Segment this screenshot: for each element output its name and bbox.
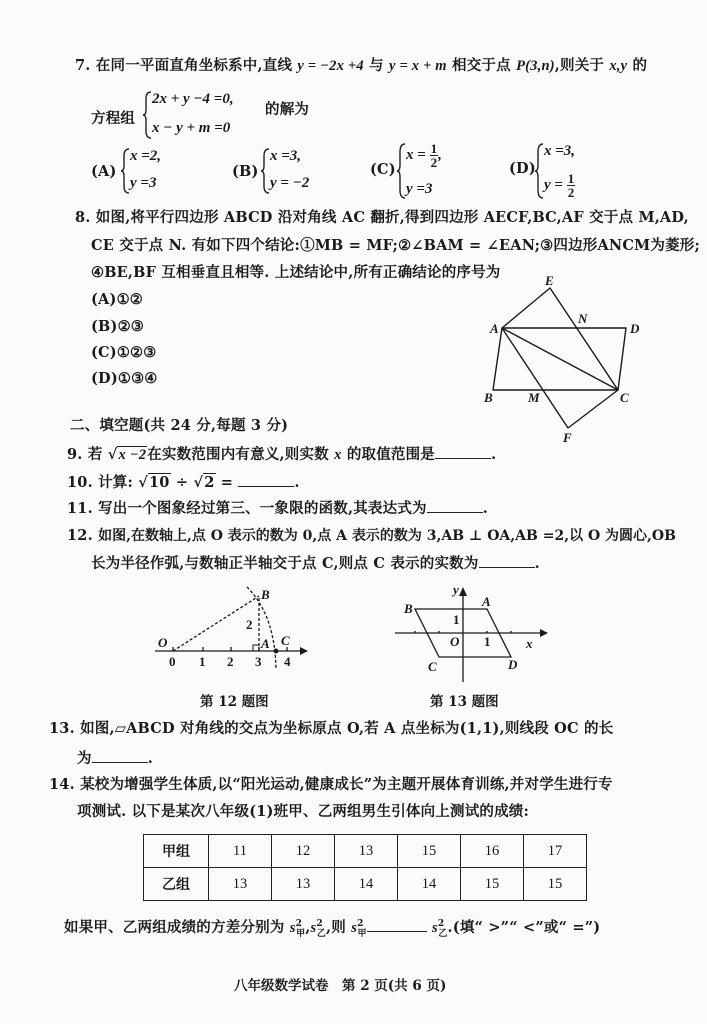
label-f: F — [563, 430, 572, 445]
label-a: A — [261, 636, 270, 651]
tick-0: 0 — [169, 654, 176, 669]
q8-option-a: (A)①② — [91, 291, 143, 308]
table-cell: 17 — [524, 835, 587, 868]
group-label: 乙组 — [144, 868, 209, 901]
label-m: M — [528, 390, 540, 405]
q7-eq1: 2x + y −4 =0, — [152, 91, 234, 107]
sqrt-icon: √ — [193, 474, 204, 491]
q13-line1: 13. 如图,▱ABCD 对角线的交点为坐标原点 O,若 A 点坐标为(1,1),则线段 OC 的长 — [49, 720, 614, 737]
right-angle-mark — [253, 645, 259, 651]
q8-option-d: (D)①③④ — [91, 370, 158, 387]
label-one-x: 1 — [484, 634, 491, 649]
segment-aecf — [502, 288, 618, 428]
q8-option-b: (B)②③ — [91, 318, 144, 335]
q7-number: 7. — [75, 57, 91, 74]
q7-option-a-label: (A) — [91, 163, 117, 180]
table-cell: 14 — [335, 868, 398, 901]
q7-system-brace-icon — [142, 91, 152, 139]
q7-option-a-brace-icon — [120, 148, 130, 194]
q7-option-b-row2: y = −2 — [270, 175, 310, 191]
answer-blank[interactable] — [92, 748, 148, 763]
label-e: E — [545, 273, 554, 288]
tick-3: 3 — [255, 654, 262, 669]
table-cell: 15 — [524, 868, 587, 901]
label-d: D — [630, 321, 640, 336]
q8-number: 8. — [75, 209, 91, 226]
q7-option-c-brace-icon — [396, 143, 406, 199]
q8-line3: ④BE,BF 互相垂直且相等. 上述结论中,所有正确结论的序号为 — [91, 264, 501, 281]
tick-2: 2 — [227, 654, 234, 669]
answer-blank[interactable] — [427, 498, 483, 513]
x-arrow-icon — [540, 629, 548, 637]
table-cell: 13 — [335, 835, 398, 868]
diagonal-ac — [502, 328, 618, 390]
label-a: A — [490, 321, 499, 336]
q7-option-c-row2: y =3 — [406, 181, 433, 197]
label-o: O — [158, 635, 168, 650]
q7-option-c-row1: x = $\frac{1}{2}$ , — [406, 141, 442, 170]
q10-line: 10. 计算: √10 ÷ √2 = . — [67, 474, 300, 491]
fraction-one-half: $\frac{1}{2}$ — [567, 171, 575, 200]
q7-system-prefix: 方程组 — [91, 110, 136, 127]
answer-blank[interactable] — [479, 553, 535, 568]
table-cell: 11 — [209, 835, 272, 868]
label-o: O — [450, 634, 460, 649]
label-x: x — [526, 636, 533, 651]
q8-line2: CE 交于点 N. 有如下四个结论:①MB = MF;②∠BAM = ∠EAN;③四边形ANCM为菱形; — [91, 237, 701, 254]
label-y: y — [453, 582, 459, 597]
q8-parallelogram-figure — [470, 272, 650, 452]
label-c: C — [281, 633, 290, 648]
q12-line1: 12. 如图,在数轴上,点 O 表示的数为 0,点 A 表示的数为 3,AB ⊥ OA,AB =2,以 O 为圆心,OB — [67, 527, 676, 544]
arrow-icon — [300, 647, 308, 655]
q7-option-a-row2: y =3 — [130, 175, 157, 191]
table-row — [144, 835, 587, 868]
q14-line2: 项测试. 以下是某次八年级(1)班甲、乙两组男生引体向上测试的成绩: — [77, 803, 530, 820]
answer-blank[interactable] — [238, 472, 294, 487]
q11-line: 11. 写出一个图象经过第三、一象限的函数,其表达式为 . — [67, 500, 488, 517]
table-cell: 15 — [398, 835, 461, 868]
label-a: A — [482, 594, 491, 609]
label-n: N — [578, 311, 588, 326]
label-c: C — [428, 659, 437, 674]
q7-option-c-label: (C) — [370, 161, 396, 178]
label-b: B — [484, 390, 493, 405]
q13-line2: 为 . — [77, 750, 153, 767]
answer-blank[interactable] — [435, 444, 491, 459]
q7-eq2: x − y + m =0 — [152, 120, 231, 136]
q13-coordinate-figure — [390, 582, 560, 687]
label-d: D — [508, 657, 518, 672]
table-cell: 16 — [461, 835, 524, 868]
figure-13-caption: 第 13 题图 — [430, 694, 499, 710]
q7-option-d-label: (D) — [509, 160, 536, 177]
q7-option-d-row2: y = $\frac{1}{2}$ — [544, 171, 575, 200]
q7-stem: 7. 在同一平面直角坐标系中,直线 y = −2x +4 与 y = x + m 相交于点 P(3,n),则关于 x,y 的 — [75, 57, 648, 74]
fraction-one-half: $\frac{1}{2}$ — [430, 141, 438, 170]
tick-4: 4 — [284, 654, 291, 669]
page-footer: 八年级数学试卷 第 2 页(共 6 页) — [234, 978, 447, 994]
q8-option-c: (C)①②③ — [91, 344, 157, 361]
q8-line1: 8. 如图,将平行四边形 ABCD 沿对角线 AC 翻折,得到四边形 AECF,BC,AF 交于点 M,AD, — [75, 209, 689, 226]
group-label: 甲组 — [144, 835, 209, 868]
q9-line: 9. 若 √x −2在实数范围内有意义,则实数 x 的取值范围是 . — [67, 446, 497, 463]
q7-option-b-brace-icon — [260, 148, 270, 194]
sqrt-icon: √ — [138, 474, 149, 491]
q7-option-d-row1: x =3, — [544, 143, 576, 159]
table-row — [144, 868, 587, 901]
label-c: C — [620, 390, 629, 405]
table-cell: 12 — [272, 835, 335, 868]
table-cell: 13 — [272, 868, 335, 901]
q7-option-b-label: (B) — [232, 163, 259, 180]
label-b: B — [404, 601, 413, 616]
q7-option-a-row1: x =2, — [130, 148, 162, 164]
q12-line2: 长为半径作弧,与数轴正半轴交于点 C,则点 C 表示的实数为 . — [91, 555, 540, 572]
table-cell: 15 — [461, 868, 524, 901]
label-ab-length: 2 — [246, 617, 253, 632]
sqrt-icon: √ — [107, 446, 118, 463]
table-cell: 13 — [209, 868, 272, 901]
figure-12-caption: 第 12 题图 — [200, 694, 269, 710]
q7-option-d-brace-icon — [534, 143, 544, 199]
q14-line1: 14. 某校为增强学生体质,以“阳光运动,健康成长”为主题开展体育训练,并对学生进行专 — [49, 776, 613, 793]
tick-1: 1 — [199, 654, 206, 669]
label-one-y: 1 — [453, 612, 460, 627]
scores-table — [143, 834, 587, 901]
q7-option-b-row1: x =3, — [270, 148, 302, 164]
q14-tail: 如果甲、乙两组成绩的方差分别为 $s^2_甲,s^2_乙$,则 $s^2_甲$ $s^2_乙$.(填“ >”“ <”或“ =”) — [64, 918, 601, 939]
y-arrow-icon — [459, 587, 467, 596]
section-title: 二、填空题(共 24 分,每题 3 分) — [70, 417, 289, 434]
answer-blank[interactable] — [367, 917, 427, 932]
label-b: B — [261, 587, 270, 602]
q7-system-suffix: 的解为 — [265, 101, 310, 118]
table-cell: 14 — [398, 868, 461, 901]
